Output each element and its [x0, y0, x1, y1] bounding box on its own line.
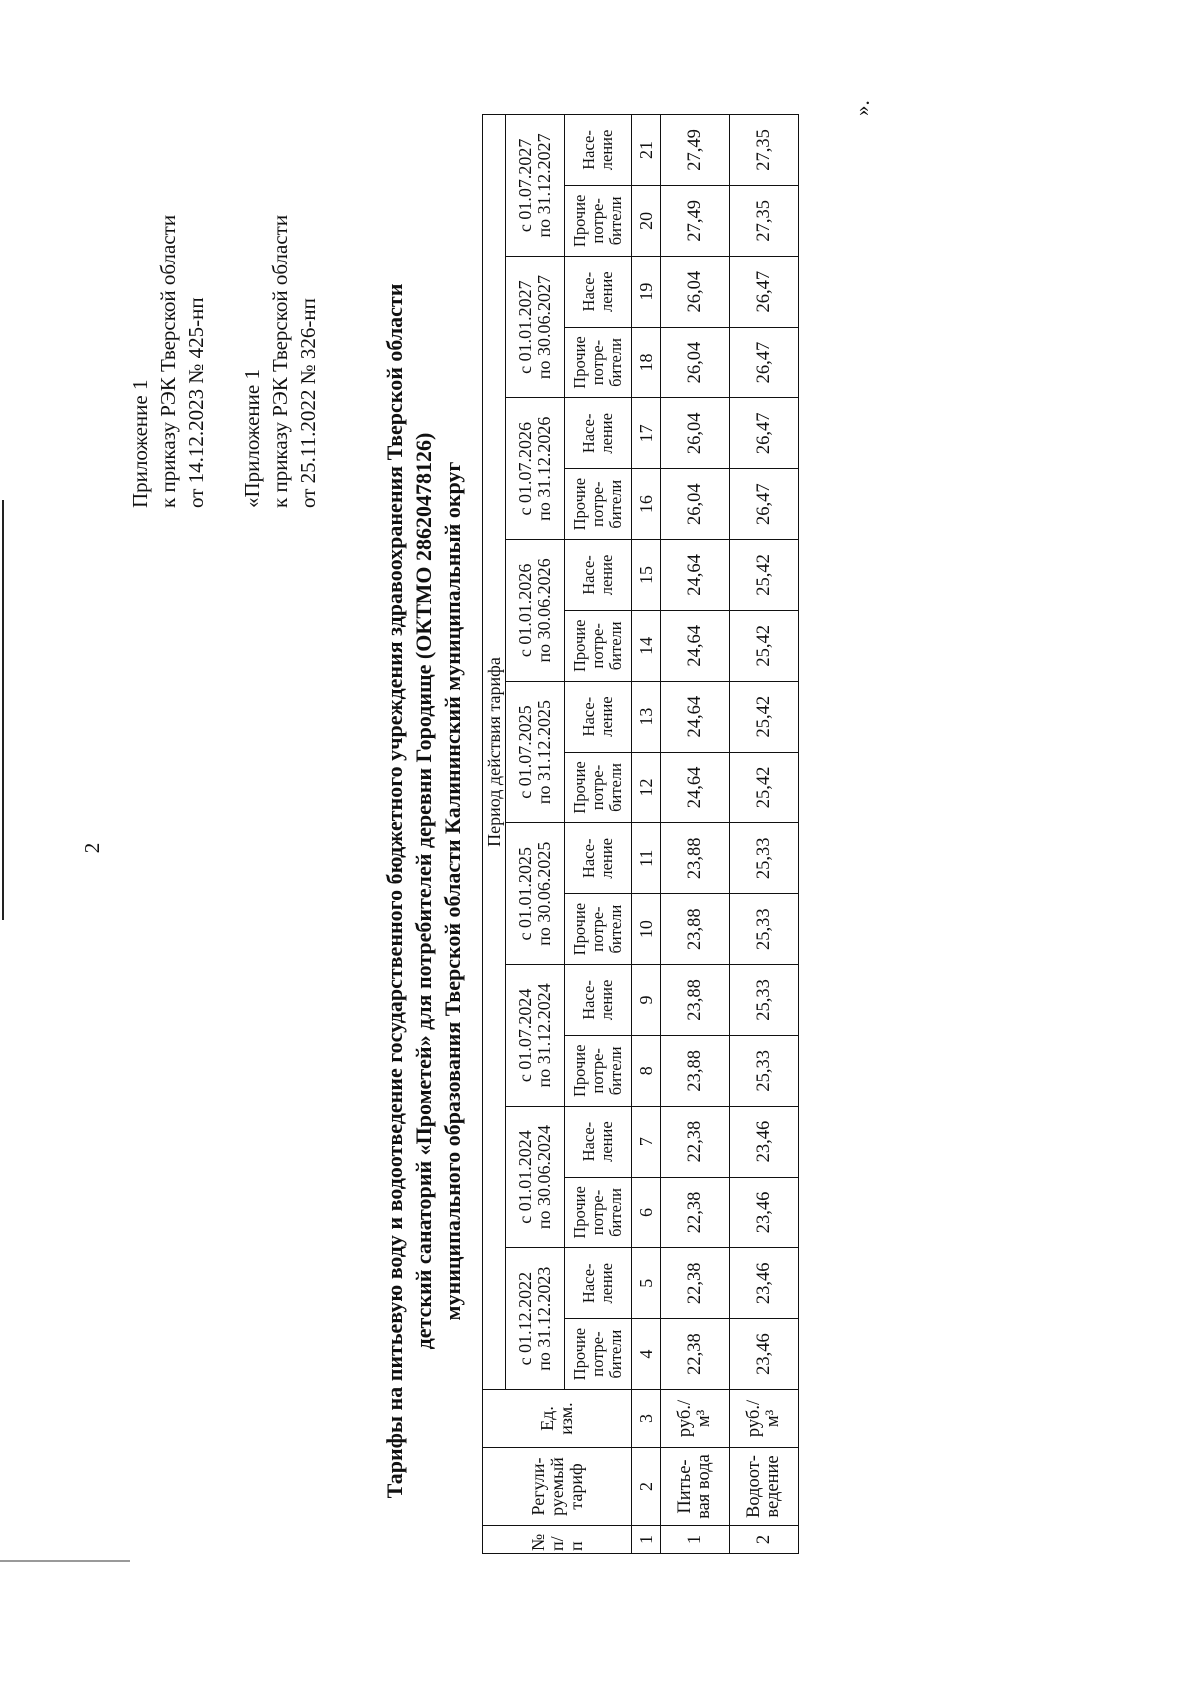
column-number: 9	[632, 965, 661, 1036]
tariff-value: 26,04	[661, 469, 730, 540]
period-from: с 01.07.2025	[515, 705, 535, 799]
header-col-tariff: Регули-руемый тариф	[483, 1448, 632, 1526]
column-number: 7	[632, 1106, 661, 1177]
period-from: с 01.01.2026	[515, 563, 535, 658]
row-tariff-name: Питье-вая вода	[661, 1448, 730, 1526]
subheader-other-consumers: Прочие потре-бители	[565, 185, 632, 256]
title-line3: муниципального образования Тверской области Калининский муниципальный округ	[440, 461, 465, 1321]
row-number: 2	[730, 1526, 799, 1554]
subheader-population: Насе-ление	[565, 681, 632, 752]
period-to: по 30.06.2025	[534, 841, 554, 946]
subheader-population: Насе-ление	[565, 398, 632, 469]
appendix-previous-line2: к приказу РЭК Тверской области	[268, 214, 292, 508]
period-dates	[506, 256, 565, 398]
header-row-consumer-types	[565, 115, 632, 1554]
tariff-value: 26,47	[730, 398, 799, 469]
subheader-population: Насе-ление	[565, 965, 632, 1036]
period-from: с 01.01.2027	[515, 280, 535, 374]
tariff-value: 25,33	[730, 1035, 799, 1106]
column-number: 8	[632, 1035, 661, 1106]
table-row	[730, 115, 799, 1554]
appendix-previous-line1: «Приложение 1	[240, 369, 264, 508]
tariff-value: 27,49	[661, 115, 730, 186]
appendix-current-line3: от 14.12.2023 № 425-нп	[184, 297, 208, 508]
subheader-other-consumers: Прочие потре-бители	[565, 469, 632, 540]
appendix-previous	[238, 215, 322, 508]
tariff-value: 25,33	[730, 894, 799, 965]
tariff-value: 24,64	[661, 752, 730, 823]
tariff-value: 25,42	[730, 610, 799, 681]
tariff-value: 22,38	[661, 1106, 730, 1177]
tariff-value: 26,47	[730, 469, 799, 540]
row-tariff-name: Водоот-ведение	[730, 1448, 799, 1526]
column-number: 20	[632, 185, 661, 256]
column-number: 11	[632, 823, 661, 894]
column-number: 10	[632, 894, 661, 965]
subheader-other-consumers: Прочие потре-бители	[565, 1319, 632, 1390]
tariff-value: 23,88	[661, 894, 730, 965]
tariff-value: 25,42	[730, 681, 799, 752]
period-to: по 30.06.2027	[534, 275, 554, 380]
tariff-value: 25,42	[730, 540, 799, 611]
period-dates	[506, 681, 565, 823]
appendix-previous-line3: от 25.11.2022 № 326-нп	[296, 298, 320, 508]
period-from: с 01.01.2025	[515, 846, 535, 941]
subheader-other-consumers: Прочие потре-бители	[565, 610, 632, 681]
subheader-other-consumers: Прочие потре-бители	[565, 752, 632, 823]
row-number: 1	[661, 1526, 730, 1554]
tariff-value: 26,04	[661, 256, 730, 327]
column-number: 6	[632, 1177, 661, 1248]
tariff-value: 26,47	[730, 327, 799, 398]
column-number: 1	[632, 1526, 661, 1554]
header-period: Период действия тарифа	[483, 115, 506, 1390]
appendix-current-line1: Приложение 1	[128, 379, 152, 508]
column-number: 18	[632, 327, 661, 398]
period-from: с 01.07.2027	[515, 138, 535, 233]
subheader-population: Насе-ление	[565, 540, 632, 611]
tariff-value: 22,38	[661, 1177, 730, 1248]
tariff-value: 23,88	[661, 823, 730, 894]
column-number: 5	[632, 1248, 661, 1319]
column-number: 4	[632, 1319, 661, 1390]
column-number: 21	[632, 115, 661, 186]
tariff-value: 23,88	[661, 1035, 730, 1106]
period-dates	[506, 540, 565, 682]
period-dates	[506, 1248, 565, 1390]
period-dates	[506, 965, 565, 1107]
period-to: по 30.06.2024	[534, 1124, 554, 1230]
row-unit: руб./м³	[730, 1390, 799, 1448]
period-from: с 01.07.2026	[515, 421, 535, 516]
period-dates	[506, 115, 565, 257]
header-col-no: № п/п	[483, 1526, 632, 1554]
tariff-value: 23,46	[730, 1319, 799, 1390]
tariff-table-body	[483, 115, 799, 1554]
title-line1: Тарифы на питьевую воду и водоотведение государственного бюджетного учреждения здравоохранения Тверской области	[382, 283, 407, 1499]
header-row-periods	[483, 115, 506, 1554]
period-to: по 31.12.2024	[534, 983, 554, 1088]
column-number: 16	[632, 469, 661, 540]
column-number: 14	[632, 610, 661, 681]
header-col-unit: Ед. изм.	[483, 1390, 632, 1448]
column-number: 17	[632, 398, 661, 469]
tariff-value: 23,88	[661, 965, 730, 1036]
tariff-value: 24,64	[661, 681, 730, 752]
subheader-other-consumers: Прочие потре-бители	[565, 1177, 632, 1248]
period-dates	[506, 398, 565, 540]
tariff-value: 23,46	[730, 1106, 799, 1177]
appendix-current-line2: к приказу РЭК Тверской области	[156, 214, 180, 508]
tariff-value: 23,46	[730, 1248, 799, 1319]
column-number: 12	[632, 752, 661, 823]
period-from: с 01.12.2022	[515, 1271, 535, 1366]
document-title	[380, 226, 467, 1556]
period-from: с 01.07.2024	[515, 988, 535, 1083]
title-line2: детский санаторий «Прометей» для потребителей деревни Городище (ОКТМО 28620478126)	[411, 432, 436, 1350]
tariff-value: 27,35	[730, 115, 799, 186]
tariff-value: 26,47	[730, 256, 799, 327]
tariff-value: 24,64	[661, 610, 730, 681]
tariff-value: 26,04	[661, 327, 730, 398]
subheader-population: Насе-ление	[565, 823, 632, 894]
subheader-population: Насе-ление	[565, 1248, 632, 1319]
tariff-value: 22,38	[661, 1319, 730, 1390]
tariff-value: 25,42	[730, 752, 799, 823]
subheader-other-consumers: Прочие потре-бители	[565, 327, 632, 398]
period-to: по 31.12.2026	[534, 416, 554, 521]
period-to: по 31.12.2023	[534, 1266, 554, 1371]
tariff-value: 23,46	[730, 1177, 799, 1248]
period-dates	[506, 1106, 565, 1248]
column-number: 15	[632, 540, 661, 611]
tariff-value: 25,33	[730, 965, 799, 1036]
tariff-value: 26,04	[661, 398, 730, 469]
row-unit: руб./м³	[661, 1390, 730, 1448]
tariff-value: 22,38	[661, 1248, 730, 1319]
tariff-value: 24,64	[661, 540, 730, 611]
subheader-other-consumers: Прочие потре-бители	[565, 1035, 632, 1106]
column-number: 13	[632, 681, 661, 752]
table-row	[661, 115, 730, 1554]
subheader-population: Насе-ление	[565, 115, 632, 186]
page-number: 2	[80, 842, 104, 854]
subheader-other-consumers: Прочие потре-бители	[565, 894, 632, 965]
period-dates	[506, 823, 565, 965]
tariff-value: 27,35	[730, 185, 799, 256]
period-to: по 30.06.2026	[534, 558, 554, 663]
tariff-value: 25,33	[730, 823, 799, 894]
header-row-dates	[506, 115, 565, 1554]
period-to: по 31.12.2027	[534, 133, 554, 238]
closing-quote: ».	[850, 100, 874, 116]
header-row-numbering	[632, 115, 661, 1554]
tariff-table	[482, 114, 799, 1554]
period-to: по 31.12.2025	[534, 699, 554, 805]
appendix-current	[126, 215, 210, 508]
subheader-population: Насе-ление	[565, 256, 632, 327]
column-number: 3	[632, 1390, 661, 1448]
column-number: 2	[632, 1448, 661, 1526]
tariff-value: 27,49	[661, 185, 730, 256]
subheader-population: Насе-ление	[565, 1106, 632, 1177]
column-number: 19	[632, 256, 661, 327]
period-from: с 01.01.2024	[515, 1130, 535, 1224]
